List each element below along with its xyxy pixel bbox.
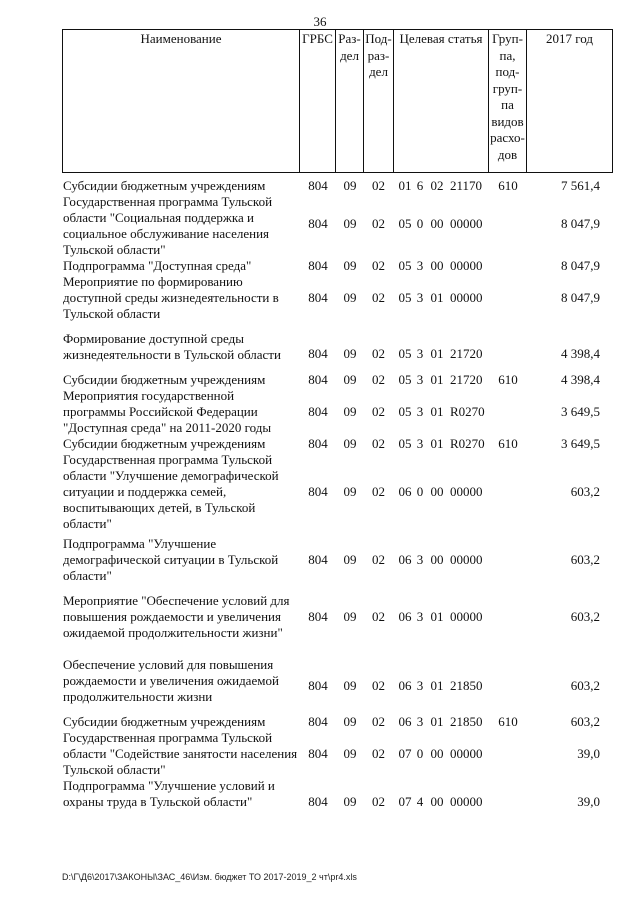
target-code-subprogram: 3: [416, 346, 424, 361]
row-name-line: Подпрограмма "Улучшение: [63, 536, 217, 551]
grbs-cell: 804: [308, 346, 328, 361]
grbs-cell: 804: [308, 552, 328, 567]
target-code-subprogram: 3: [416, 678, 424, 693]
target-code-program: 05: [398, 216, 412, 231]
header-podrazdel: [364, 31, 393, 81]
row-name: [63, 194, 299, 258]
razdel-cell: 09: [343, 404, 357, 419]
target-code-program: 07: [398, 794, 412, 809]
target-code-program: 05: [398, 436, 412, 451]
target-code-subprogram: 0: [416, 484, 424, 499]
row-name-line: жизнедеятельности в Тульской области: [63, 347, 281, 362]
razdel-cell: 09: [343, 290, 357, 305]
header-podrazdel-line: раз-: [367, 47, 390, 63]
target-code-program: 05: [398, 290, 412, 305]
row-name-line: Государственная программа Тульской: [63, 730, 273, 745]
row-name-line: ситуации и поддержка семей,: [63, 484, 227, 499]
target-code-subprogram: 3: [416, 609, 424, 624]
target-code-event: 00: [430, 216, 444, 231]
target-code-event: 01: [430, 372, 444, 387]
target-code-direction: 21850: [450, 714, 483, 729]
target-code-direction: 21850: [450, 678, 483, 693]
row-name-line: Формирование доступной среды: [63, 331, 244, 346]
row-name-line: области": [63, 516, 112, 531]
amount-cell: 8 047,9: [561, 290, 600, 305]
row-name: [63, 657, 299, 705]
amount-cell: 603,2: [570, 609, 600, 624]
amount-cell: 39,0: [577, 794, 600, 809]
row-name: [63, 730, 299, 778]
row-name-line: Тульской области": [63, 762, 166, 777]
target-code-direction: 00000: [450, 290, 483, 305]
target-code-program: 05: [398, 372, 412, 387]
header-name: Наименование: [140, 31, 222, 46]
row-name-line: охраны труда в Тульской области": [63, 794, 253, 809]
grbs-cell: 804: [308, 178, 328, 193]
razdel-cell: 09: [343, 794, 357, 809]
target-code-subprogram: 3: [416, 258, 424, 273]
target-code-event: 01: [430, 714, 444, 729]
header-podrazdel-line: дел: [369, 64, 388, 79]
amount-cell: 4 398,4: [561, 372, 600, 387]
expense-group-cell: 610: [498, 178, 518, 193]
expense-group-cell: 610: [498, 436, 518, 451]
podrazdel-cell: 02: [372, 678, 385, 693]
row-name-line: области": [63, 568, 112, 583]
row-name: [63, 778, 299, 810]
target-code-event: 00: [430, 794, 444, 809]
amount-cell: 3 649,5: [561, 404, 600, 419]
amount-cell: 4 398,4: [561, 346, 600, 361]
podrazdel-cell: 02: [372, 372, 385, 387]
column-divider: [526, 29, 527, 173]
target-code-program: 07: [398, 746, 412, 761]
target-code-program: 05: [398, 404, 412, 419]
row-name: [63, 388, 299, 436]
amount-cell: 3 649,5: [561, 436, 600, 451]
amount-cell: 603,2: [570, 678, 600, 693]
header-gruppa-line: расхо-: [490, 130, 525, 145]
target-code-direction: R0270: [450, 436, 485, 451]
row-name: [63, 331, 299, 363]
grbs-cell: 804: [308, 746, 328, 761]
column-divider: [393, 29, 394, 173]
row-name: [63, 436, 299, 452]
expense-group-cell: 610: [498, 372, 518, 387]
target-code-event: 01: [430, 678, 444, 693]
razdel-cell: 09: [343, 436, 357, 451]
column-divider: [299, 29, 300, 173]
podrazdel-cell: 02: [372, 484, 385, 499]
grbs-cell: 804: [308, 714, 328, 729]
row-name: [63, 593, 299, 641]
target-code-direction: 00000: [450, 216, 483, 231]
header-grbs: ГРБС: [302, 31, 333, 46]
podrazdel-cell: 02: [372, 216, 385, 231]
file-path-footer: D:\Г\Д6\2017\ЗАКОНЫ\ЗАС_46\Изм. бюджет ТО 2017-2019_2 чт\pr4.xls: [62, 872, 357, 882]
header-tselevaya: Целевая статья: [399, 31, 483, 46]
podrazdel-cell: 02: [372, 746, 385, 761]
podrazdel-cell: 02: [372, 178, 385, 193]
row-name: [63, 714, 299, 730]
header-podrazdel-line: Под-: [365, 31, 392, 46]
target-code-program: 06: [398, 484, 412, 499]
target-code-subprogram: 6: [416, 178, 424, 193]
razdel-cell: 09: [343, 552, 357, 567]
page-number: 36: [313, 14, 327, 29]
row-name-line: Подпрограмма "Доступная среда": [63, 258, 252, 273]
header-gruppa: [489, 31, 526, 163]
header-gruppa-line: под-: [495, 64, 520, 79]
amount-cell: 8 047,9: [561, 216, 600, 231]
row-name-line: области "Улучшение демографической: [63, 468, 279, 483]
amount-cell: 603,2: [570, 484, 600, 499]
target-code-event: 01: [430, 290, 444, 305]
row-name-line: Государственная программа Тульской: [63, 452, 273, 467]
target-code-direction: 21720: [450, 346, 483, 361]
target-code-direction: 00000: [450, 609, 483, 624]
table-header-top-border: [62, 29, 613, 30]
header-gruppa-line: па,: [499, 47, 516, 63]
target-code-event: 02: [430, 178, 444, 193]
header-razdel: [336, 31, 363, 64]
podrazdel-cell: 02: [372, 714, 385, 729]
row-name: [63, 536, 299, 584]
row-name-line: Тульской области": [63, 242, 166, 257]
podrazdel-cell: 02: [372, 609, 385, 624]
header-gruppa-line: па: [501, 97, 514, 112]
razdel-cell: 09: [343, 372, 357, 387]
grbs-cell: 804: [308, 484, 328, 499]
row-name: [63, 178, 299, 194]
razdel-cell: 09: [343, 178, 357, 193]
target-code-subprogram: 4: [416, 794, 424, 809]
target-code-program: 06: [398, 714, 412, 729]
razdel-cell: 09: [343, 258, 357, 273]
header-gruppa-line: груп-: [492, 80, 523, 96]
row-name-line: Мероприятие по формированию: [63, 274, 243, 289]
target-code-subprogram: 0: [416, 216, 424, 231]
grbs-cell: 804: [308, 404, 328, 419]
row-name-line: "Доступная среда" на 2011-2020 годы: [63, 420, 272, 435]
column-divider: [612, 29, 613, 173]
razdel-cell: 09: [343, 678, 357, 693]
grbs-cell: 804: [308, 216, 328, 231]
row-name: [63, 258, 299, 274]
row-name-line: рождаемости и увеличения ожидаемой: [63, 673, 279, 688]
row-name-line: Тульской области: [63, 306, 161, 321]
grbs-cell: 804: [308, 290, 328, 305]
grbs-cell: 804: [308, 372, 328, 387]
podrazdel-cell: 02: [372, 552, 385, 567]
expense-group-cell: 610: [498, 714, 518, 729]
table-header-bottom-border: [62, 172, 613, 173]
grbs-cell: 804: [308, 258, 328, 273]
target-code-program: 01: [398, 178, 412, 193]
header-razdel-line: Раз-: [338, 31, 361, 46]
amount-cell: 603,2: [570, 552, 600, 567]
podrazdel-cell: 02: [372, 436, 385, 451]
target-code-subprogram: 3: [416, 436, 424, 451]
podrazdel-cell: 02: [372, 258, 385, 273]
target-code-subprogram: 3: [416, 290, 424, 305]
target-code-event: 00: [430, 258, 444, 273]
target-code-direction: 21170: [450, 178, 483, 193]
header-gruppa-line: видов: [491, 113, 524, 129]
target-code-event: 00: [430, 552, 444, 567]
row-name-line: воспитывающих детей, в Тульской: [63, 500, 256, 515]
podrazdel-cell: 02: [372, 794, 385, 809]
target-code-direction: 00000: [450, 746, 483, 761]
target-code-program: 05: [398, 346, 412, 361]
target-code-event: 01: [430, 436, 444, 451]
razdel-cell: 09: [343, 746, 357, 761]
row-name-line: Мероприятия государственной: [63, 388, 235, 403]
amount-cell: 8 047,9: [561, 258, 600, 273]
grbs-cell: 804: [308, 794, 328, 809]
amount-cell: 39,0: [577, 746, 600, 761]
target-code-direction: 00000: [450, 794, 483, 809]
target-code-program: 06: [398, 678, 412, 693]
row-name-line: Обеспечение условий для повышения: [63, 657, 274, 672]
razdel-cell: 09: [343, 609, 357, 624]
grbs-cell: 804: [308, 436, 328, 451]
target-code-direction: 21720: [450, 372, 483, 387]
podrazdel-cell: 02: [372, 346, 385, 361]
row-name-line: повышения рождаемости и увеличения: [63, 609, 281, 624]
row-name-line: продолжительности жизни: [63, 689, 213, 704]
target-code-direction: 00000: [450, 552, 483, 567]
target-code-direction: 00000: [450, 484, 483, 499]
target-code-subprogram: 3: [416, 404, 424, 419]
target-code-event: 01: [430, 609, 444, 624]
target-code-event: 00: [430, 484, 444, 499]
target-code-program: 06: [398, 609, 412, 624]
target-code-direction: 00000: [450, 258, 483, 273]
row-name-line: социальное обслуживание населения: [63, 226, 270, 241]
header-gruppa-line: Груп-: [492, 31, 523, 46]
target-code-event: 01: [430, 346, 444, 361]
target-code-subprogram: 3: [416, 714, 424, 729]
row-name-line: Субсидии бюджетным учреждениям: [63, 372, 266, 387]
target-code-program: 05: [398, 258, 412, 273]
row-name-line: демографической ситуации в Тульской: [63, 552, 279, 567]
row-name-line: доступной среды жизнедеятельности в: [63, 290, 279, 305]
target-code-direction: R0270: [450, 404, 485, 419]
row-name: [63, 274, 299, 322]
podrazdel-cell: 02: [372, 290, 385, 305]
row-name-line: области "Социальная поддержка и: [63, 210, 255, 225]
header-year: 2017 год: [546, 31, 593, 46]
target-code-program: 06: [398, 552, 412, 567]
row-name: [63, 452, 299, 532]
razdel-cell: 09: [343, 346, 357, 361]
amount-cell: 7 561,4: [561, 178, 600, 193]
row-name-line: Субсидии бюджетным учреждениям: [63, 436, 266, 451]
target-code-event: 00: [430, 746, 444, 761]
header-gruppa-line: дов: [497, 146, 518, 162]
target-code-event: 01: [430, 404, 444, 419]
row-name-line: Государственная программа Тульской: [63, 194, 273, 209]
row-name-line: Субсидии бюджетным учреждениям: [63, 714, 266, 729]
row-name-line: программы Российской Федерации: [63, 404, 258, 419]
row-name-line: области "Содействие занятости населения: [63, 746, 298, 761]
row-name-line: Субсидии бюджетным учреждениям: [63, 178, 266, 193]
grbs-cell: 804: [308, 609, 328, 624]
razdel-cell: 09: [343, 714, 357, 729]
target-code-subprogram: 0: [416, 746, 424, 761]
row-name-line: ожидаемой продолжительности жизни": [63, 625, 283, 640]
amount-cell: 603,2: [570, 714, 600, 729]
header-razdel-line: дел: [340, 47, 359, 63]
row-name-line: Подпрограмма "Улучшение условий и: [63, 778, 275, 793]
razdel-cell: 09: [343, 216, 357, 231]
target-code-subprogram: 3: [416, 372, 424, 387]
razdel-cell: 09: [343, 484, 357, 499]
row-name-line: Мероприятие "Обеспечение условий для: [63, 593, 290, 608]
grbs-cell: 804: [308, 678, 328, 693]
target-code-subprogram: 3: [416, 552, 424, 567]
row-name: [63, 372, 299, 388]
podrazdel-cell: 02: [372, 404, 385, 419]
column-divider: [62, 29, 63, 173]
